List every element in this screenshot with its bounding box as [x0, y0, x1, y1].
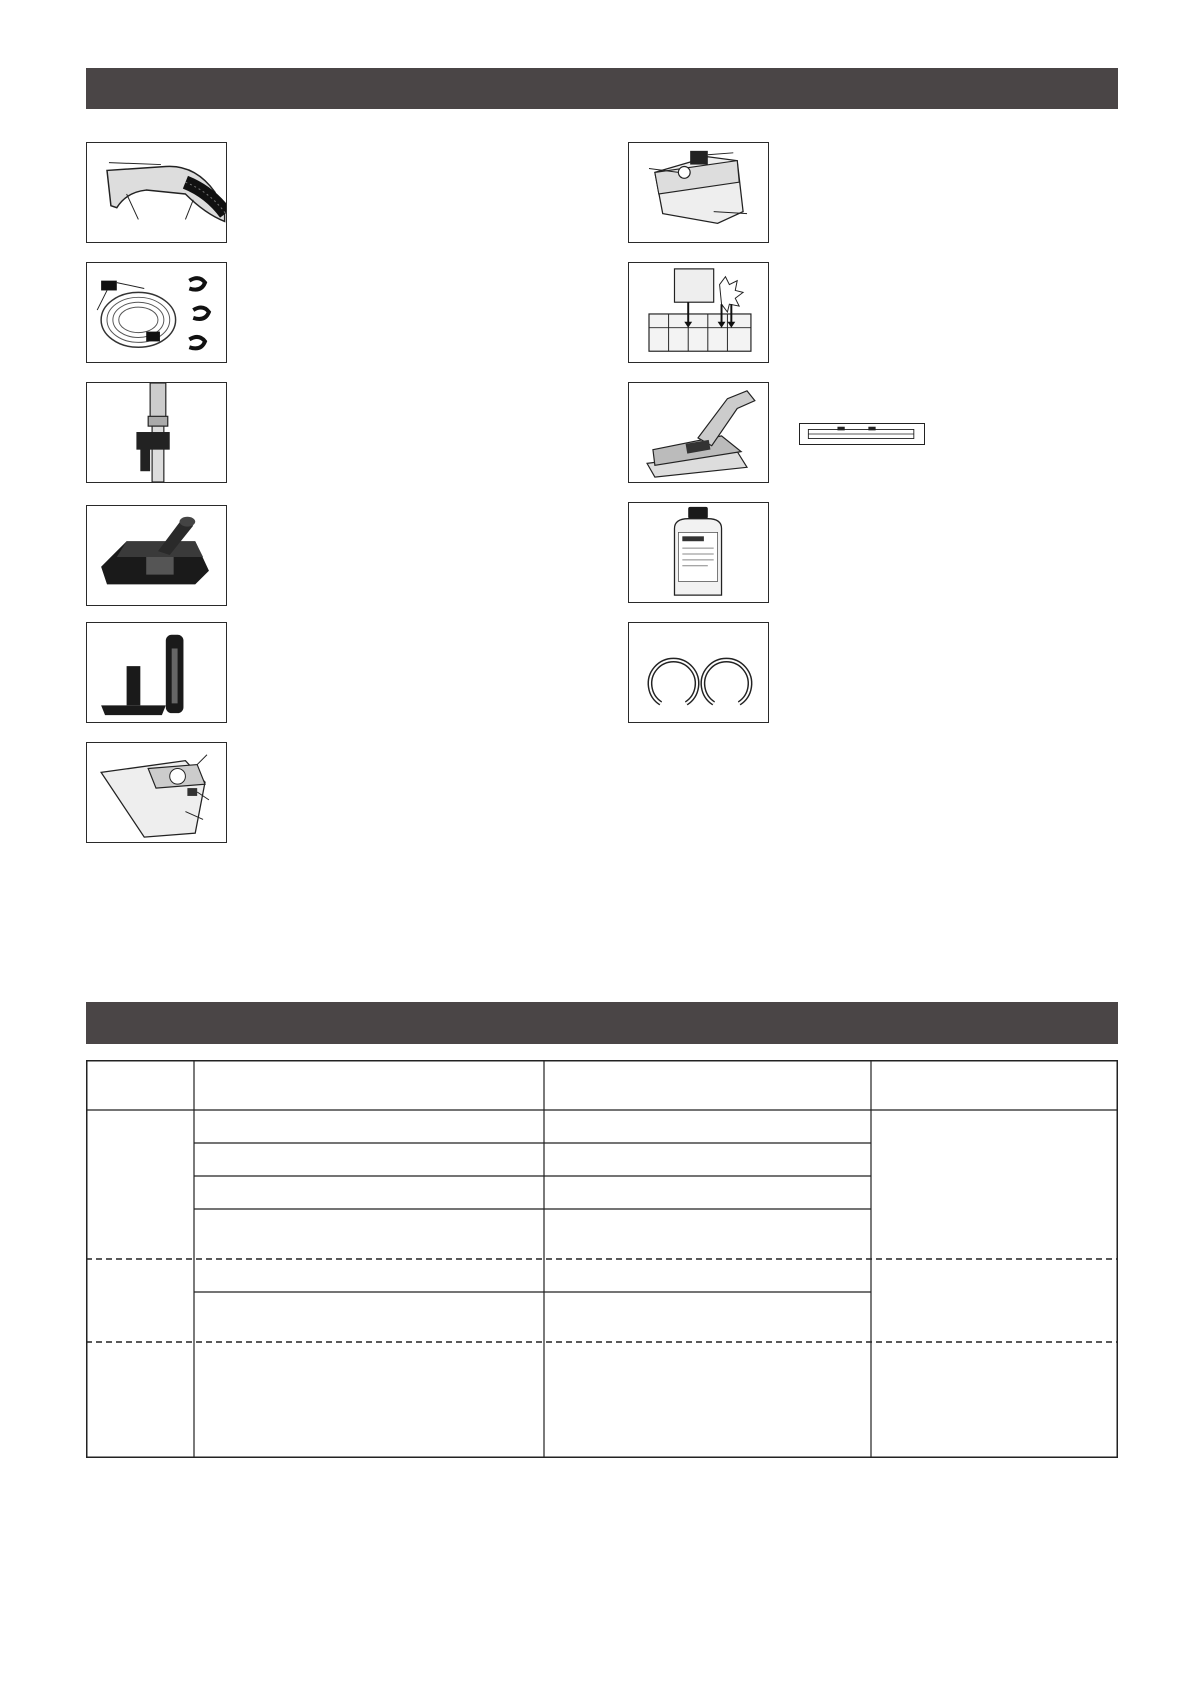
table-row-1-cell-3	[544, 1110, 871, 1259]
floor-nozzle-image	[86, 505, 227, 606]
window-nozzle-icon	[629, 383, 768, 482]
dust-bag-image	[86, 742, 227, 843]
table-row-2-cell-2	[194, 1259, 544, 1342]
troubleshooting-table	[86, 1060, 1118, 1458]
water-tank-image	[628, 142, 769, 243]
table-row-3-cell-4	[871, 1342, 1118, 1458]
filter-cartridge-image	[628, 262, 769, 363]
floor-nozzle-icon	[87, 506, 226, 605]
table-row-2-cell-3	[544, 1259, 871, 1342]
detergent-bottle-icon	[629, 503, 768, 602]
water-tank-icon	[629, 143, 768, 242]
small-nozzles-image	[86, 622, 227, 723]
table-row-1-cell-1	[86, 1110, 194, 1259]
section-header-accessories	[86, 68, 1118, 109]
table-row-3-cell-3	[544, 1342, 871, 1458]
window-nozzle-image	[628, 382, 769, 483]
table-row-1-cell-2	[194, 1110, 544, 1259]
table-row-2-cell-1	[86, 1259, 194, 1342]
extension-tube-icon	[87, 383, 226, 482]
table-row-3-cell-2	[194, 1342, 544, 1458]
squeegee-blade-image	[799, 423, 925, 445]
cable-hose-clips-icon	[87, 263, 226, 362]
section-header-troubleshooting	[86, 1002, 1118, 1044]
table-header-cell	[86, 1060, 194, 1110]
hose-handle-icon	[87, 143, 226, 242]
table-row-3-cell-1	[86, 1342, 194, 1458]
cable-hose-clips-image	[86, 262, 227, 363]
table-header-cell	[871, 1060, 1118, 1110]
extension-tube-image	[86, 382, 227, 483]
table-header-cell	[194, 1060, 544, 1110]
tube-clips-image	[628, 622, 769, 723]
tube-clips-icon	[629, 623, 768, 722]
table-header-cell	[544, 1060, 871, 1110]
squeegee-blade-icon	[800, 424, 924, 444]
detergent-bottle-image	[628, 502, 769, 603]
table-row-1-cell-4	[871, 1110, 1118, 1259]
table-row-2-cell-4	[871, 1259, 1118, 1342]
hose-handle-image	[86, 142, 227, 243]
filter-cartridge-icon	[629, 263, 768, 362]
dust-bag-icon	[87, 743, 226, 842]
small-nozzles-icon	[87, 623, 226, 722]
